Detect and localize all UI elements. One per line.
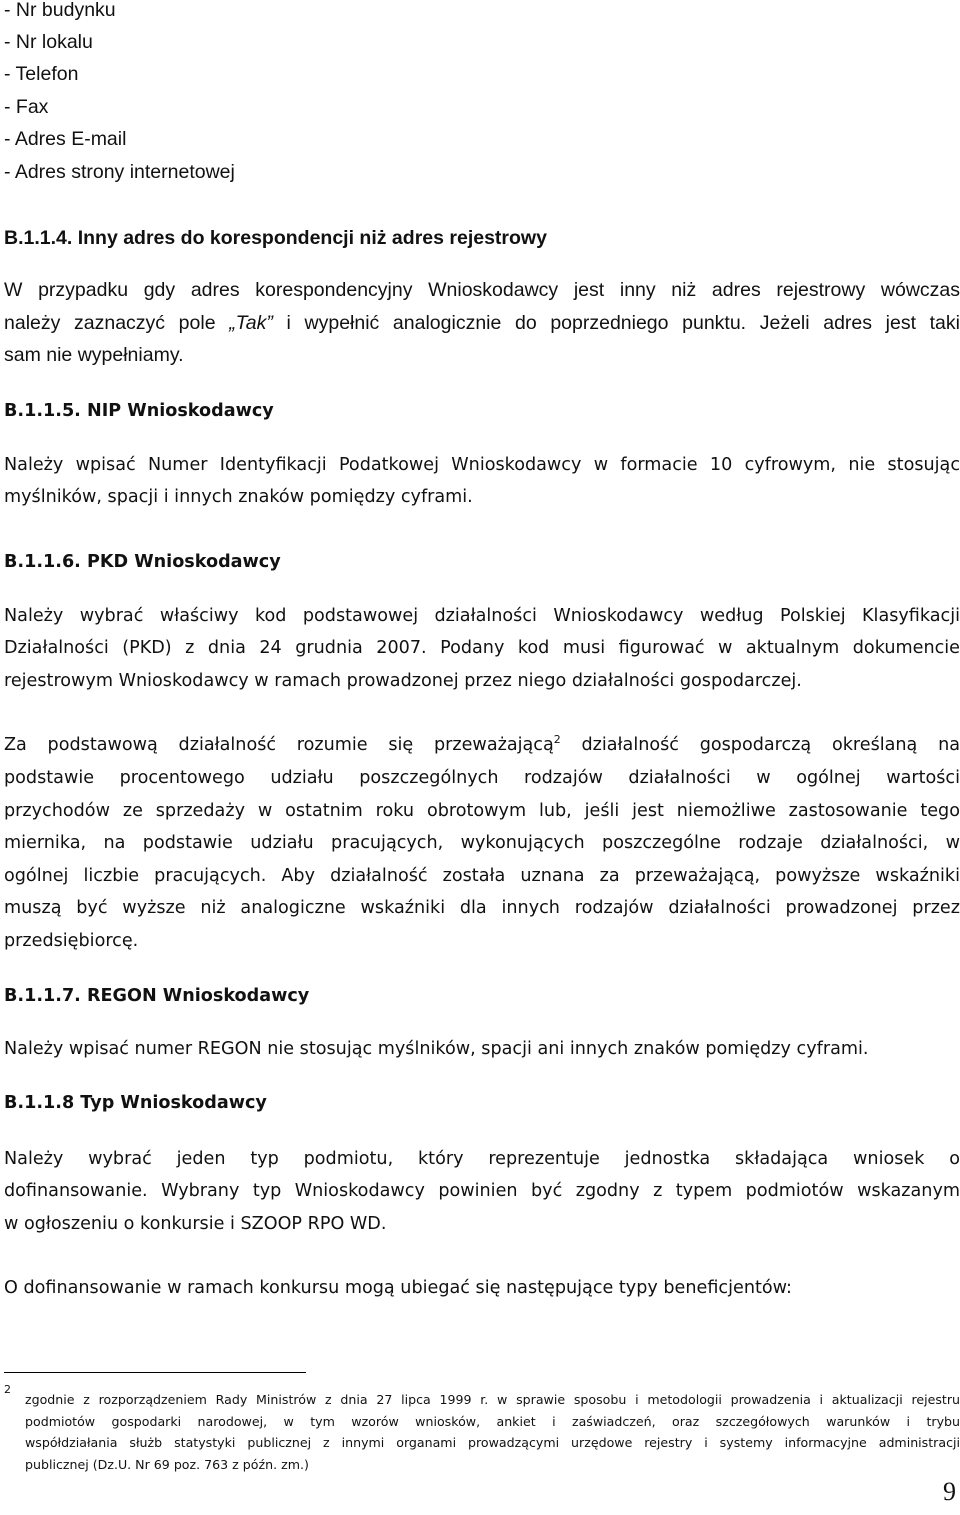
footnote-text [25,1389,960,1475]
tak-field-reference: „Tak” [229,312,273,334]
paragraph-line: W przypadku gdy adres korespondencyjny Wnioskodawcy jest inny niż adres rejestrowy wówczas [4,279,960,301]
paragraph-line: Należy wybrać właściwy kod podstawowej działalności Wnioskodawcy według Polskiej Klasyfikacji [4,606,960,626]
section-heading-b118: B.1.1.8 Typ Wnioskodawcy [4,1093,267,1113]
paragraph-line: przedsiębiorcę. [4,931,139,951]
paragraph-line: należy zaznaczyć pole „Tak” i wypełnić analogicznie do poprzedniego punktu. Jeżeli adres jest taki [4,312,960,334]
paragraph-line: przychodów ze sprzedaży w ostatnim roku obrotowym lub, jeśli jest niemożliwe zastosowanie tego [4,801,960,821]
list-item: - Adres strony internetowej [4,161,235,183]
section-heading-b117: B.1.1.7. REGON Wnioskodawcy [4,986,310,1006]
paragraph-line: miernika, na podstawie udziału pracujących, wykonujących poszczególne rodzaje działalności, w [4,833,960,853]
section-heading-b116: B.1.1.6. PKD Wnioskodawcy [4,552,281,572]
section-heading-b114: B.1.1.4. Inny adres do korespondencji niż adres rejestrowy [4,227,547,249]
paragraph-line: w ogłoszeniu o konkursie i SZOOP RPO WD. [4,1214,387,1234]
paragraph-line: ogólnej liczbie pracujących. Aby działalność została uznana za przeważającą, powyższe wskaźniki [4,866,960,886]
paragraph-line: podstawie procentowego udziału poszczególnych rodzajów działalności w ogólnej wartości [4,768,960,788]
footnote-separator [4,1372,306,1373]
paragraph-line: dofinansowanie. Wybrany typ Wnioskodawcy powinien być zgodny z typem podmiotów wskazanym [4,1181,960,1201]
list-item: - Nr budynku [4,0,116,21]
paragraph-line: Za podstawową działalność rozumie się przeważającą$^2$ działalność gospodarczą określaną na [4,733,960,755]
footnote-line: współdziałania służb statystyki publicznej z innymi organami prowadzącymi urzędowe rejestry i systemy informacyjne administracji [25,1435,960,1450]
paragraph-line: Należy wpisać Numer Identyfikacji Podatkowej Wnioskodawcy w formacie 10 cyfrowym, nie stosując [4,455,960,475]
paragraph-line: muszą być wyższe niż analogiczne wskaźniki dla innych rodzajów działalności prowadzonej przez [4,898,960,918]
footnote-number: 2 [4,1383,11,1396]
paragraph-line: Należy wpisać numer REGON nie stosując myślników, spacji ani innych znaków pomiędzy cyframi. [4,1039,869,1059]
footnote-reference: 2 [553,733,561,747]
closing-sentence: O dofinansowanie w ramach konkursu mogą ubiegać się następujące typy beneficjentów: [4,1278,792,1298]
page-number: 9 [943,1477,956,1506]
paragraph-line: myślników, spacji i innych znaków pomiędzy cyframi. [4,487,473,507]
list-item: - Adres E-mail [4,128,127,150]
paragraph-line: rejestrowym Wnioskodawcy w ramach prowadzonej przez niego działalności gospodarczej. [4,671,802,691]
footnote-line: publicznej (Dz.U. Nr 69 poz. 763 z późn. zm.) [25,1456,309,1472]
paragraph-line: Należy wybrać jeden typ podmiotu, który reprezentuje jednostka składająca wniosek o [4,1149,960,1169]
paragraph-line: Działalności (PKD) z dnia 24 grudnia 2007. Podany kod musi figurować w aktualnym dokumencie [4,638,960,658]
section-heading-b115: B.1.1.5. NIP Wnioskodawcy [4,401,274,421]
paragraph-line: sam nie wypełniamy. [4,344,184,366]
list-item: - Telefon [4,63,79,85]
footnote-line: podmiotów gospodarki narodowej, w tym wzorów wniosków, ankiet i zaświadczeń, oraz szczegółowych warunków i trybu [25,1413,960,1429]
list-item: - Fax [4,96,49,118]
list-item: - Nr lokalu [4,31,93,53]
footnote-line: zgodnie z rozporządzeniem Rady Ministrów z dnia 27 lipca 1999 r. w sprawie sposobu i metodologii prowadzenia i aktualizacji rejestru [25,1392,960,1407]
